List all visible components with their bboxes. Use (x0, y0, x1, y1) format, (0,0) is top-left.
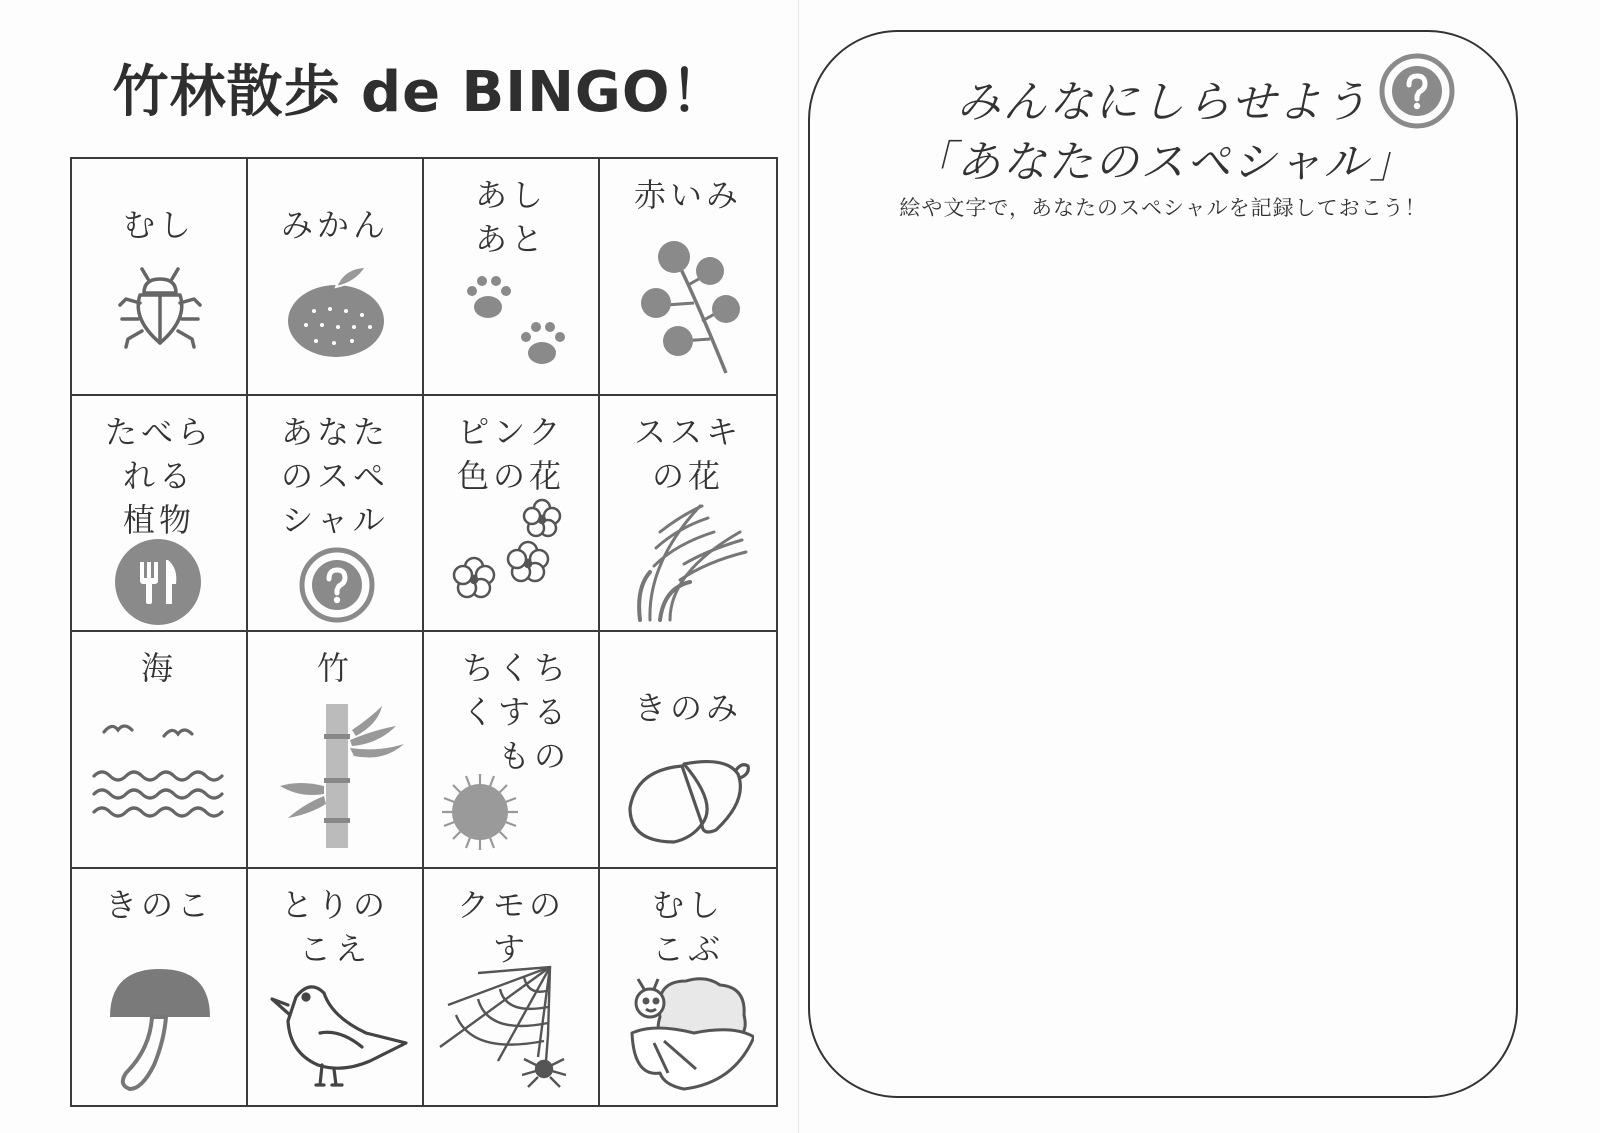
cell-label: 赤いみ (633, 176, 742, 214)
bingo-title: 竹林散歩 de BINGO！ (112, 60, 728, 125)
question-mark-icon (1378, 52, 1456, 134)
spider-web-icon (438, 965, 580, 1093)
cell-label: ピンク 色の花 (456, 412, 565, 495)
bingo-cell-insect (72, 159, 248, 396)
cell-label: むし こぶ (651, 885, 724, 968)
panel-instruction: 絵や文字で，あなたのスペシャルを記録しておこう！ (899, 196, 1427, 220)
red-berries-icon (636, 239, 746, 375)
acorn-icon (622, 752, 756, 852)
bird-icon (266, 977, 410, 1089)
panel-title-line1: みんなにしらせよう (956, 77, 1370, 128)
mushroom-icon (106, 965, 214, 1095)
bingo-cell-pampas-grass (600, 396, 776, 633)
cell-label: みかん (280, 206, 389, 244)
mandarin-orange-icon (284, 261, 388, 361)
paw-prints-icon (460, 267, 572, 377)
cell-label: 海 (140, 649, 177, 687)
cell-label: クモの す (456, 885, 565, 968)
flowers-icon (450, 498, 574, 614)
bingo-cell-sea (72, 632, 248, 869)
special-record-panel (808, 30, 1518, 1098)
question-mark-icon (298, 546, 376, 624)
cell-label: むし (122, 206, 195, 244)
bingo-cell-bamboo (248, 632, 424, 869)
panel-title-line2: 「あなたのスペシャル」 (910, 137, 1416, 188)
sea-waves-icon (90, 716, 224, 828)
cell-label: ススキ の花 (633, 412, 742, 495)
bingo-cell-pink-flower (424, 396, 600, 633)
cell-label: あし あと (474, 176, 547, 258)
cell-label: とりの こえ (280, 885, 389, 968)
bingo-cell-mandarin (248, 159, 424, 396)
cell-label: あなた のスペ シャル (280, 412, 389, 539)
bingo-cell-insect-gall (600, 869, 776, 1106)
cell-label: ちくち くする もの (461, 649, 570, 775)
bingo-cell-spider-web (424, 869, 600, 1106)
bingo-cell-red-berries (600, 159, 776, 396)
spiky-burr-icon (438, 770, 522, 854)
cell-label: きのみ (633, 689, 742, 727)
bingo-cell-mushroom (72, 869, 248, 1106)
beetle-icon (112, 259, 208, 355)
page-fold (798, 0, 799, 1133)
cell-label: きのこ (104, 885, 213, 924)
bingo-cell-your-special (248, 396, 424, 633)
bamboo-icon (274, 700, 408, 850)
bingo-cell-footprints (424, 159, 600, 396)
insect-gall-icon (624, 973, 754, 1091)
bingo-cell-edible-plant (72, 396, 248, 633)
pampas-grass-icon (630, 492, 754, 622)
bingo-cell-nuts (600, 632, 776, 869)
bingo-cell-bird-call (248, 869, 424, 1106)
fork-knife-icon (114, 538, 202, 626)
bingo-grid (70, 157, 778, 1107)
bingo-cell-prickly (424, 632, 600, 869)
cell-label: たべら れる 植物 (104, 412, 213, 539)
cell-label: 竹 (316, 649, 353, 687)
